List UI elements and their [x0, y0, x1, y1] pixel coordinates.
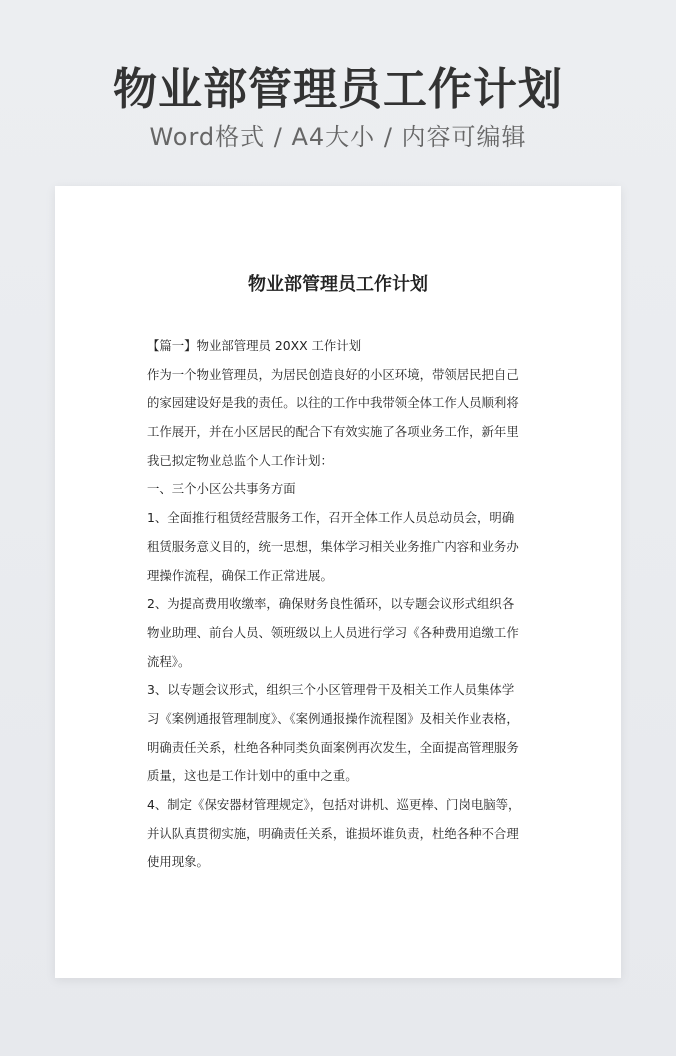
- paragraph-line: 的家园建设好是我的责任。以往的工作中我带领全体工作人员顺利将: [147, 395, 519, 411]
- banner-subtitle: Word格式 / A4大小 / 内容可编辑: [149, 123, 527, 151]
- paragraph-line: 质量，这也是工作计划中的重中之重。: [147, 768, 358, 784]
- banner-title: 物业部管理员工作计划: [113, 64, 563, 115]
- paragraph-line: 流程》。: [147, 653, 191, 669]
- paragraph-line: 1、全面推行租赁经营服务工作，召开全体工作人员总动员会，明确: [147, 510, 515, 526]
- paragraph-line: 并认队真贯彻实施，明确责任关系，谁损坏谁负责，杜绝各种不合理: [147, 825, 519, 841]
- subsection-heading: 一、三个小区公共事务方面: [147, 481, 296, 497]
- document-page: [55, 186, 621, 978]
- paragraph-line: 明确责任关系，杜绝各种同类负面案例再次发生，全面提高管理服务: [147, 739, 519, 755]
- paragraph-line: 工作展开，并在小区居民的配合下有效实施了各项业务工作，新年里: [147, 424, 519, 440]
- paragraph-line: 作为一个物业管理员，为居民创造良好的小区环境，带领居民把自己: [147, 366, 519, 382]
- paragraph-line: 理操作流程，确保工作正常进展。: [147, 567, 333, 583]
- paragraph-line: 租赁服务意义目的，统一思想，集体学习相关业务推广内容和业务办: [147, 538, 519, 554]
- paragraph-line: 4、制定《保安器材管理规定》，包括对讲机、巡更棒、门岗电脑等，: [147, 797, 521, 812]
- paragraph-line: 使用现象。: [147, 854, 209, 870]
- paragraph-line: 习《案例通报管理制度》、《案例通报操作流程图》及相关作业表格，: [147, 710, 519, 726]
- paragraph-line: 3、以专题会议形式，组织三个小区管理骨干及相关工作人员集体学: [147, 682, 515, 698]
- paragraph-line: 2、为提高费用收缴率，确保财务良性循环，以专题会议形式组织各: [147, 596, 515, 612]
- document-body: [147, 332, 531, 877]
- paragraph-line: 我已拟定物业总监个人工作计划：: [147, 452, 333, 468]
- section-heading: 【篇一】物业部管理员 20XX 工作计划: [147, 338, 362, 353]
- paragraph-line: 物业助理、前台人员、领班级以上人员进行学习《各种费用追缴工作: [147, 624, 519, 640]
- document-title: 物业部管理员工作计划: [248, 274, 428, 295]
